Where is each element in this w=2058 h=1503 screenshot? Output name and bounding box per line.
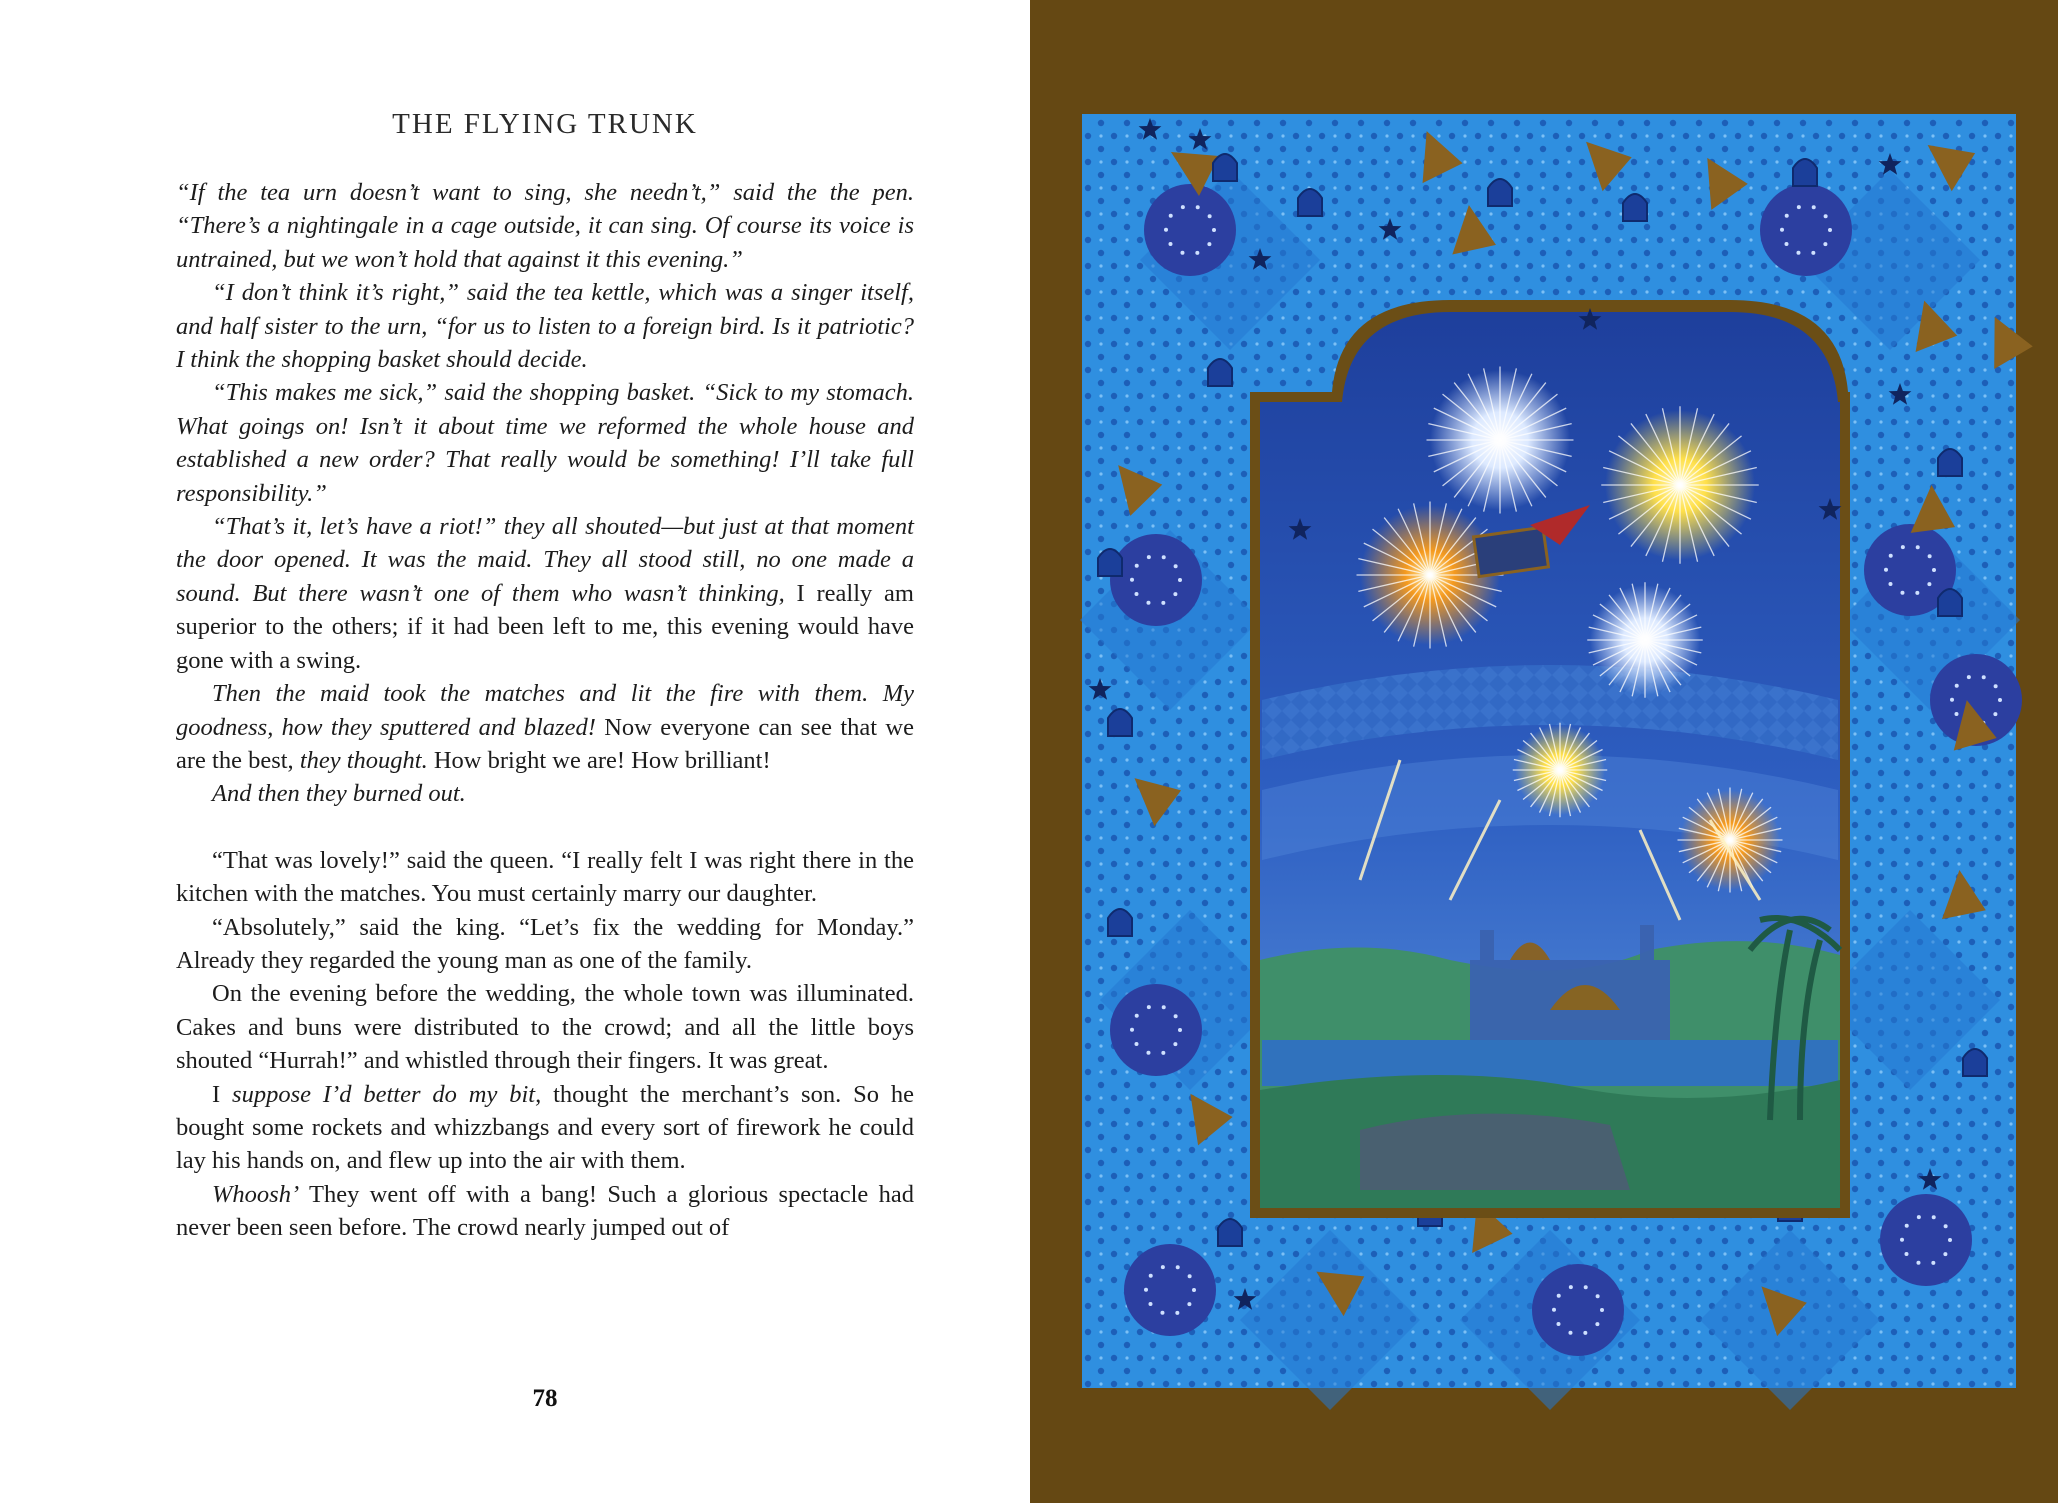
arch-window-motif <box>1793 159 1817 186</box>
fireworks-illustration <box>1030 0 2058 1503</box>
arch-window-motif <box>1963 1049 1987 1076</box>
story-text <box>176 176 914 1245</box>
text-run: “That was lovely!” said the queen. “I really felt I was right there in the kitchen with the matches. You must certainly marry our daughter. <box>176 846 914 908</box>
text-run: I <box>212 1080 233 1108</box>
text-run: “Absolutely,” said the king. “Let’s fix the wedding for Monday.” Already they regarded the young man as one of the family. <box>176 913 914 974</box>
arch-window-motif <box>1623 194 1647 221</box>
text-run: And then they burned out. <box>212 780 466 808</box>
text-run: they thought. <box>299 746 428 774</box>
arch-window-motif <box>1938 449 1962 476</box>
text-run: I really am superior to the others; if it had been left to me, this evening would have gone with a swing. <box>176 579 914 674</box>
medallion <box>1110 534 1202 626</box>
text-run: suppose I’d better do my bit, <box>232 1080 542 1108</box>
paragraph <box>176 844 914 911</box>
text-run: Whoosh’ <box>212 1180 300 1208</box>
text-run: “That’s it, let’s have a riot!” they all shouted—but just at that moment the door opened. It was the maid. They all stood still, no one made a sound. But there wasn’t one of them who wasn’t thinking, <box>176 513 914 607</box>
arch-window-motif <box>1488 179 1512 206</box>
arch-window-motif <box>1208 359 1232 386</box>
paragraph <box>176 376 914 510</box>
text-run: thought the merchant’s son. So he bought some rockets and whizzbangs and every sort of firework he could lay his hands on, and flew up into the air with them. <box>176 1080 914 1175</box>
text-run: They went off with a bang! Such a glorious spectacle had never been seen before. The crowd nearly jumped out of <box>176 1180 914 1242</box>
paragraph <box>176 276 914 376</box>
arch-window-motif <box>1108 909 1132 936</box>
crowd <box>1360 1114 1630 1190</box>
paragraph <box>176 977 914 1077</box>
medallion <box>1880 1194 1972 1286</box>
medallion <box>1144 184 1236 276</box>
text-run: Then the maid took the matches and lit the fire with them. My goodness, how they sputtered and blazed! <box>176 680 914 741</box>
text-run: On the evening before the wedding, the whole town was illuminated. Cakes and buns were distributed to the crowd; and all the little boys shouted “Hurrah!” and whistled through their fingers. It was great. <box>176 980 914 1075</box>
paragraph <box>176 677 914 777</box>
arch-window-motif <box>1218 1219 1242 1246</box>
paragraph <box>176 510 914 677</box>
illustration-page <box>1030 0 2058 1503</box>
arch-window-motif <box>1098 549 1122 576</box>
arch-window-motif <box>1108 709 1132 736</box>
section-break <box>176 811 914 844</box>
arch-window-motif <box>1213 154 1237 181</box>
page-number: 78 <box>532 1385 558 1412</box>
paragraph <box>176 1178 914 1245</box>
paragraph <box>176 911 914 978</box>
text-run: Now everyone can see that we are the best, <box>176 713 914 774</box>
text-run: How bright we are! How brilliant! <box>427 746 771 774</box>
medallion <box>1760 184 1852 276</box>
arch-window-motif <box>1298 189 1322 216</box>
arch-window-motif <box>1938 589 1962 616</box>
text-run: “This makes me sick,” said the shopping basket. “Sick to my stomach. What goings on! Isn’t it about time we reformed the whole house and established a new order? That really would be something! I’ll take full responsibility.” <box>176 379 914 507</box>
running-title: THE FLYING TRUNK <box>392 108 698 140</box>
medallion <box>1532 1264 1624 1356</box>
paragraph <box>176 1078 914 1178</box>
text-run: “I don’t think it’s right,” said the tea kettle, which was a singer itself, and half sister to the urn, “for us to listen to a foreign bird. Is it patriotic? I think the shopping basket should decide. <box>176 279 914 374</box>
text-run: “If the tea urn doesn’t want to sing, she needn’t,” said the the pen. “There’s a nightingale in a cage outside, it can sing. Of course its voice is untrained, but we won’t hold that against it this evening.” <box>176 179 914 273</box>
medallion <box>1110 984 1202 1076</box>
medallion <box>1124 1244 1216 1336</box>
paragraph <box>176 777 914 810</box>
paragraph <box>176 176 914 276</box>
